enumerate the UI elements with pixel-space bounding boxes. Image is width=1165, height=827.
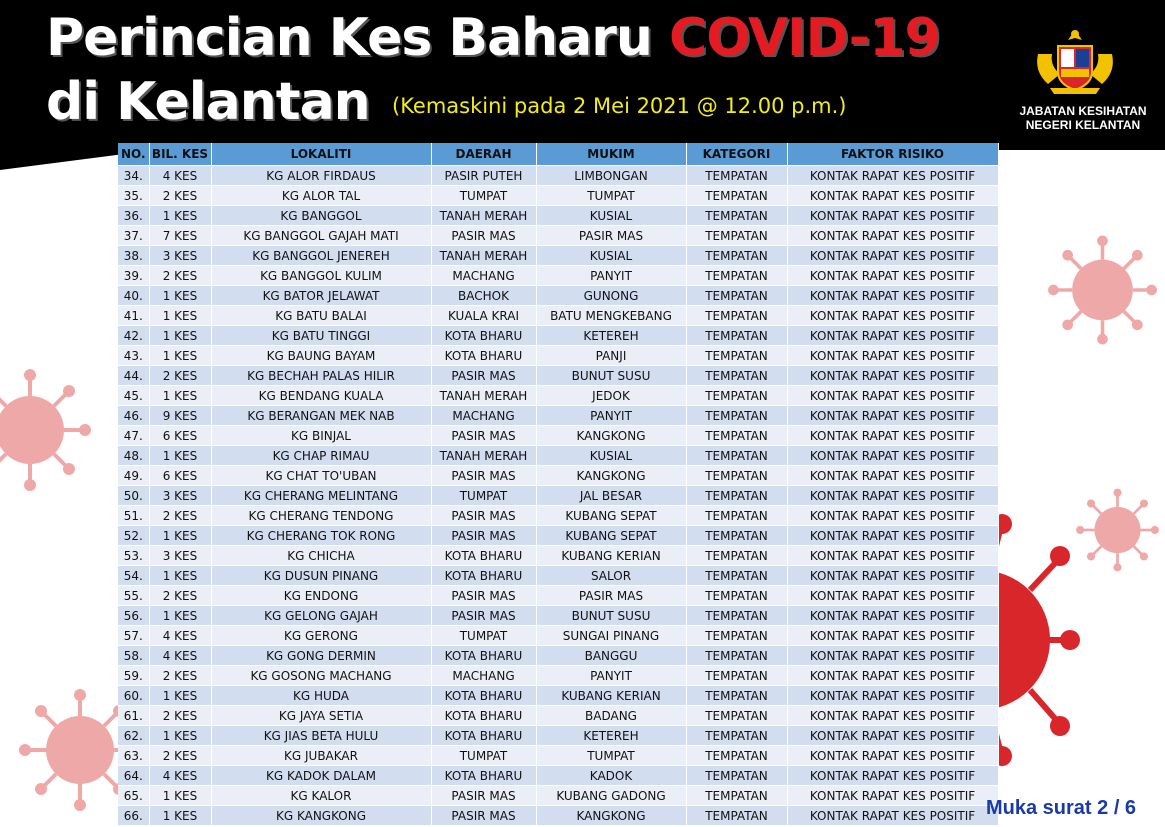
- cell-mukim: KUSIAL: [536, 206, 686, 226]
- cell-mukim: PASIR MAS: [536, 586, 686, 606]
- cell-no: 36.: [118, 206, 149, 226]
- table-row: [118, 766, 998, 786]
- cell-daerah: KOTA BHARU: [431, 646, 536, 666]
- table-row: [118, 586, 998, 606]
- cell-faktor-risiko: KONTAK RAPAT KES POSITIF: [787, 446, 998, 466]
- column-header-mukim: MUKIM: [536, 143, 686, 166]
- cell-lokaliti: KG BANGGOL KULIM: [211, 266, 431, 286]
- cell-faktor-risiko: KONTAK RAPAT KES POSITIF: [787, 506, 998, 526]
- cell-faktor-risiko: KONTAK RAPAT KES POSITIF: [787, 686, 998, 706]
- cell-faktor-risiko: KONTAK RAPAT KES POSITIF: [787, 386, 998, 406]
- cell-faktor-risiko: KONTAK RAPAT KES POSITIF: [787, 646, 998, 666]
- cell-lokaliti: KG CHERANG TENDONG: [211, 506, 431, 526]
- cell-mukim: LIMBONGAN: [536, 166, 686, 186]
- cell-mukim: KANGKONG: [536, 466, 686, 486]
- cell-kategori: TEMPATAN: [686, 506, 787, 526]
- cell-no: 57.: [118, 626, 149, 646]
- cell-mukim: JEDOK: [536, 386, 686, 406]
- table-row: [118, 486, 998, 506]
- cell-faktor-risiko: KONTAK RAPAT KES POSITIF: [787, 186, 998, 206]
- cell-bil-kes: 1 KES: [149, 606, 211, 626]
- cell-daerah: BACHOK: [431, 286, 536, 306]
- cell-daerah: KOTA BHARU: [431, 706, 536, 726]
- cell-lokaliti: KG GONG DERMIN: [211, 646, 431, 666]
- cell-kategori: TEMPATAN: [686, 286, 787, 306]
- cell-kategori: TEMPATAN: [686, 786, 787, 806]
- table-row: [118, 186, 998, 206]
- cell-no: 41.: [118, 306, 149, 326]
- cell-no: 59.: [118, 666, 149, 686]
- table-row: [118, 246, 998, 266]
- cell-daerah: TUMPAT: [431, 486, 536, 506]
- column-header-lokaliti: LOKALITI: [211, 143, 431, 166]
- cell-faktor-risiko: KONTAK RAPAT KES POSITIF: [787, 626, 998, 646]
- cell-bil-kes: 1 KES: [149, 786, 211, 806]
- table-row: [118, 726, 998, 746]
- cell-no: 65.: [118, 786, 149, 806]
- cell-kategori: TEMPATAN: [686, 606, 787, 626]
- table-row: [118, 466, 998, 486]
- cell-no: 66.: [118, 806, 149, 826]
- cell-kategori: TEMPATAN: [686, 426, 787, 446]
- cell-kategori: TEMPATAN: [686, 806, 787, 826]
- cell-faktor-risiko: KONTAK RAPAT KES POSITIF: [787, 346, 998, 366]
- table-row: [118, 566, 998, 586]
- cell-daerah: KOTA BHARU: [431, 546, 536, 566]
- cell-kategori: TEMPATAN: [686, 466, 787, 486]
- cell-daerah: KOTA BHARU: [431, 346, 536, 366]
- cell-faktor-risiko: KONTAK RAPAT KES POSITIF: [787, 786, 998, 806]
- cell-bil-kes: 4 KES: [149, 166, 211, 186]
- cell-lokaliti: KG GELONG GAJAH: [211, 606, 431, 626]
- cell-daerah: TUMPAT: [431, 626, 536, 646]
- cell-lokaliti: KG CHERANG TOK RONG: [211, 526, 431, 546]
- cell-no: 39.: [118, 266, 149, 286]
- table-row: [118, 746, 998, 766]
- cell-no: 37.: [118, 226, 149, 246]
- cell-daerah: PASIR MAS: [431, 606, 536, 626]
- table-row: [118, 266, 998, 286]
- cell-kategori: TEMPATAN: [686, 686, 787, 706]
- cell-faktor-risiko: KONTAK RAPAT KES POSITIF: [787, 526, 998, 546]
- cell-daerah: MACHANG: [431, 406, 536, 426]
- cell-mukim: PANYIT: [536, 406, 686, 426]
- cell-kategori: TEMPATAN: [686, 706, 787, 726]
- cell-lokaliti: KG JUBAKAR: [211, 746, 431, 766]
- cell-kategori: TEMPATAN: [686, 266, 787, 286]
- cell-lokaliti: KG DUSUN PINANG: [211, 566, 431, 586]
- cell-lokaliti: KG KADOK DALAM: [211, 766, 431, 786]
- cell-faktor-risiko: KONTAK RAPAT KES POSITIF: [787, 566, 998, 586]
- cell-bil-kes: 2 KES: [149, 366, 211, 386]
- cell-bil-kes: 4 KES: [149, 646, 211, 666]
- column-header-bil-kes: BIL. KES: [149, 143, 211, 166]
- cell-mukim: KANGKONG: [536, 806, 686, 826]
- cell-faktor-risiko: KONTAK RAPAT KES POSITIF: [787, 306, 998, 326]
- cell-lokaliti: KG BENDANG KUALA: [211, 386, 431, 406]
- cell-mukim: BATU MENGKEBANG: [536, 306, 686, 326]
- cell-lokaliti: KG CHICHA: [211, 546, 431, 566]
- cell-faktor-risiko: KONTAK RAPAT KES POSITIF: [787, 606, 998, 626]
- cell-mukim: KUBANG SEPAT: [536, 526, 686, 546]
- cell-kategori: TEMPATAN: [686, 746, 787, 766]
- cell-kategori: TEMPATAN: [686, 546, 787, 566]
- cell-bil-kes: 1 KES: [149, 206, 211, 226]
- cell-kategori: TEMPATAN: [686, 366, 787, 386]
- cell-lokaliti: KG BANGGOL: [211, 206, 431, 226]
- cell-no: 60.: [118, 686, 149, 706]
- cell-bil-kes: 1 KES: [149, 526, 211, 546]
- cell-no: 52.: [118, 526, 149, 546]
- column-header-faktor-risiko: FAKTOR RISIKO: [787, 143, 998, 166]
- table-row: [118, 386, 998, 406]
- table-row: [118, 366, 998, 386]
- cases-table: [118, 143, 999, 825]
- cases-table-container: [118, 143, 998, 825]
- cell-lokaliti: KG CHAT TO'UBAN: [211, 466, 431, 486]
- cell-mukim: PANYIT: [536, 266, 686, 286]
- cell-lokaliti: KG ENDONG: [211, 586, 431, 606]
- cell-faktor-risiko: KONTAK RAPAT KES POSITIF: [787, 466, 998, 486]
- cell-faktor-risiko: KONTAK RAPAT KES POSITIF: [787, 246, 998, 266]
- cell-lokaliti: KG ALOR TAL: [211, 186, 431, 206]
- cell-bil-kes: 1 KES: [149, 806, 211, 826]
- cell-faktor-risiko: KONTAK RAPAT KES POSITIF: [787, 706, 998, 726]
- cell-no: 55.: [118, 586, 149, 606]
- cell-bil-kes: 1 KES: [149, 686, 211, 706]
- cell-daerah: KOTA BHARU: [431, 766, 536, 786]
- cell-bil-kes: 3 KES: [149, 486, 211, 506]
- cell-daerah: TUMPAT: [431, 186, 536, 206]
- cell-lokaliti: KG BATU TINGGI: [211, 326, 431, 346]
- cell-kategori: TEMPATAN: [686, 306, 787, 326]
- column-header-kategori: KATEGORI: [686, 143, 787, 166]
- cell-bil-kes: 1 KES: [149, 346, 211, 366]
- table-row: [118, 626, 998, 646]
- cell-no: 40.: [118, 286, 149, 306]
- cell-bil-kes: 2 KES: [149, 506, 211, 526]
- table-row: [118, 666, 998, 686]
- cell-kategori: TEMPATAN: [686, 226, 787, 246]
- cell-lokaliti: KG CHAP RIMAU: [211, 446, 431, 466]
- cell-bil-kes: 2 KES: [149, 186, 211, 206]
- table-row: [118, 646, 998, 666]
- cell-lokaliti: KG GOSONG MACHANG: [211, 666, 431, 686]
- cell-no: 50.: [118, 486, 149, 506]
- table-row: [118, 606, 998, 626]
- cell-kategori: TEMPATAN: [686, 766, 787, 786]
- table-row: [118, 226, 998, 246]
- cell-bil-kes: 4 KES: [149, 766, 211, 786]
- cell-lokaliti: KG BATOR JELAWAT: [211, 286, 431, 306]
- cell-kategori: TEMPATAN: [686, 446, 787, 466]
- cell-mukim: BUNUT SUSU: [536, 366, 686, 386]
- cell-lokaliti: KG CHERANG MELINTANG: [211, 486, 431, 506]
- table-row: [118, 406, 998, 426]
- cell-daerah: MACHANG: [431, 266, 536, 286]
- cell-mukim: TUMPAT: [536, 186, 686, 206]
- cell-daerah: PASIR MAS: [431, 806, 536, 826]
- table-row: [118, 206, 998, 226]
- cell-kategori: TEMPATAN: [686, 326, 787, 346]
- cell-mukim: BANGGU: [536, 646, 686, 666]
- cell-daerah: KUALA KRAI: [431, 306, 536, 326]
- cell-daerah: PASIR MAS: [431, 786, 536, 806]
- table-row: [118, 546, 998, 566]
- cell-mukim: KUBANG KERIAN: [536, 686, 686, 706]
- cell-kategori: TEMPATAN: [686, 166, 787, 186]
- cell-daerah: TANAH MERAH: [431, 206, 536, 226]
- cell-mukim: KUBANG GADONG: [536, 786, 686, 806]
- cell-daerah: PASIR MAS: [431, 426, 536, 446]
- table-row: [118, 786, 998, 806]
- cell-no: 34.: [118, 166, 149, 186]
- page-title-line-2: di Kelantan: [46, 72, 370, 132]
- column-header-daerah: DAERAH: [431, 143, 536, 166]
- title-covid-highlight: COVID-19: [669, 8, 940, 68]
- cell-bil-kes: 4 KES: [149, 626, 211, 646]
- cell-no: 46.: [118, 406, 149, 426]
- cell-kategori: TEMPATAN: [686, 646, 787, 666]
- cell-mukim: KANGKONG: [536, 426, 686, 446]
- cell-no: 49.: [118, 466, 149, 486]
- table-row: [118, 686, 998, 706]
- cell-daerah: TANAH MERAH: [431, 246, 536, 266]
- cell-kategori: TEMPATAN: [686, 586, 787, 606]
- cell-mukim: KUSIAL: [536, 246, 686, 266]
- cell-mukim: KUBANG SEPAT: [536, 506, 686, 526]
- cell-mukim: TUMPAT: [536, 746, 686, 766]
- department-line-2: NEGERI KELANTAN: [1025, 118, 1141, 132]
- cell-mukim: JAL BESAR: [536, 486, 686, 506]
- cell-bil-kes: 2 KES: [149, 706, 211, 726]
- cell-faktor-risiko: KONTAK RAPAT KES POSITIF: [787, 666, 998, 686]
- cell-no: 44.: [118, 366, 149, 386]
- cell-bil-kes: 1 KES: [149, 326, 211, 346]
- cell-faktor-risiko: KONTAK RAPAT KES POSITIF: [787, 326, 998, 346]
- virus-icon: [1040, 225, 1165, 355]
- cell-lokaliti: KG KANGKONG: [211, 806, 431, 826]
- cell-lokaliti: KG BECHAH PALAS HILIR: [211, 366, 431, 386]
- cell-kategori: TEMPATAN: [686, 206, 787, 226]
- cell-faktor-risiko: KONTAK RAPAT KES POSITIF: [787, 546, 998, 566]
- cell-lokaliti: KG JAYA SETIA: [211, 706, 431, 726]
- cell-no: 51.: [118, 506, 149, 526]
- cell-kategori: TEMPATAN: [686, 406, 787, 426]
- cell-daerah: PASIR MAS: [431, 466, 536, 486]
- cell-daerah: MACHANG: [431, 666, 536, 686]
- cell-lokaliti: KG KALOR: [211, 786, 431, 806]
- cell-no: 48.: [118, 446, 149, 466]
- table-row: [118, 706, 998, 726]
- table-row: [118, 286, 998, 306]
- cell-faktor-risiko: KONTAK RAPAT KES POSITIF: [787, 366, 998, 386]
- cell-bil-kes: 2 KES: [149, 746, 211, 766]
- cell-no: 53.: [118, 546, 149, 566]
- table-row: [118, 426, 998, 446]
- cell-lokaliti: KG ALOR FIRDAUS: [211, 166, 431, 186]
- cell-mukim: KETEREH: [536, 326, 686, 346]
- cell-mukim: SALOR: [536, 566, 686, 586]
- cell-kategori: TEMPATAN: [686, 246, 787, 266]
- cell-daerah: PASIR MAS: [431, 586, 536, 606]
- cell-no: 63.: [118, 746, 149, 766]
- table-body: [118, 166, 998, 826]
- cell-no: 61.: [118, 706, 149, 726]
- cell-mukim: KUSIAL: [536, 446, 686, 466]
- cell-faktor-risiko: KONTAK RAPAT KES POSITIF: [787, 586, 998, 606]
- cell-kategori: TEMPATAN: [686, 346, 787, 366]
- cell-lokaliti: KG BATU BALAI: [211, 306, 431, 326]
- cell-daerah: PASIR MAS: [431, 366, 536, 386]
- cell-no: 42.: [118, 326, 149, 346]
- table-row: [118, 526, 998, 546]
- table-row: [118, 506, 998, 526]
- cell-faktor-risiko: KONTAK RAPAT KES POSITIF: [787, 726, 998, 746]
- cell-kategori: TEMPATAN: [686, 726, 787, 746]
- cell-bil-kes: 1 KES: [149, 566, 211, 586]
- table-row: [118, 806, 998, 826]
- cell-faktor-risiko: KONTAK RAPAT KES POSITIF: [787, 286, 998, 306]
- cell-kategori: TEMPATAN: [686, 486, 787, 506]
- cell-bil-kes: 1 KES: [149, 446, 211, 466]
- table-row: [118, 446, 998, 466]
- cell-mukim: BADANG: [536, 706, 686, 726]
- cell-no: 54.: [118, 566, 149, 586]
- cell-faktor-risiko: KONTAK RAPAT KES POSITIF: [787, 486, 998, 506]
- cell-bil-kes: 1 KES: [149, 726, 211, 746]
- cell-daerah: KOTA BHARU: [431, 686, 536, 706]
- cell-bil-kes: 3 KES: [149, 246, 211, 266]
- cell-mukim: KADOK: [536, 766, 686, 786]
- cell-no: 43.: [118, 346, 149, 366]
- table-row: [118, 346, 998, 366]
- cell-lokaliti: KG BAUNG BAYAM: [211, 346, 431, 366]
- cell-mukim: SUNGAI PINANG: [536, 626, 686, 646]
- cell-mukim: GUNONG: [536, 286, 686, 306]
- cell-no: 38.: [118, 246, 149, 266]
- cell-no: 35.: [118, 186, 149, 206]
- cell-faktor-risiko: KONTAK RAPAT KES POSITIF: [787, 806, 998, 826]
- cell-bil-kes: 9 KES: [149, 406, 211, 426]
- cell-kategori: TEMPATAN: [686, 526, 787, 546]
- cell-mukim: PANYIT: [536, 666, 686, 686]
- cell-bil-kes: 2 KES: [149, 266, 211, 286]
- cell-bil-kes: 2 KES: [149, 586, 211, 606]
- column-header-no: NO.: [118, 143, 149, 166]
- cell-faktor-risiko: KONTAK RAPAT KES POSITIF: [787, 746, 998, 766]
- update-timestamp: (Kemaskini pada 2 Mei 2021 @ 12.00 p.m.): [392, 94, 847, 118]
- cell-kategori: TEMPATAN: [686, 666, 787, 686]
- cell-kategori: TEMPATAN: [686, 186, 787, 206]
- cell-kategori: TEMPATAN: [686, 566, 787, 586]
- cell-daerah: PASIR MAS: [431, 506, 536, 526]
- cell-daerah: KOTA BHARU: [431, 566, 536, 586]
- cell-daerah: TUMPAT: [431, 746, 536, 766]
- cell-bil-kes: 2 KES: [149, 666, 211, 686]
- cell-lokaliti: KG BERANGAN MEK NAB: [211, 406, 431, 426]
- crest-logo-icon: [1030, 24, 1120, 98]
- cell-no: 62.: [118, 726, 149, 746]
- cell-faktor-risiko: KONTAK RAPAT KES POSITIF: [787, 426, 998, 446]
- page-title: [46, 8, 940, 68]
- cell-bil-kes: 6 KES: [149, 466, 211, 486]
- cell-mukim: PANJI: [536, 346, 686, 366]
- cell-no: 45.: [118, 386, 149, 406]
- cell-faktor-risiko: KONTAK RAPAT KES POSITIF: [787, 166, 998, 186]
- cell-lokaliti: KG GERONG: [211, 626, 431, 646]
- cell-daerah: PASIR PUTEH: [431, 166, 536, 186]
- cell-daerah: KOTA BHARU: [431, 326, 536, 346]
- cell-faktor-risiko: KONTAK RAPAT KES POSITIF: [787, 766, 998, 786]
- cell-daerah: TANAH MERAH: [431, 446, 536, 466]
- cell-daerah: PASIR MAS: [431, 526, 536, 546]
- table-row: [118, 326, 998, 346]
- cell-faktor-risiko: KONTAK RAPAT KES POSITIF: [787, 206, 998, 226]
- cell-faktor-risiko: KONTAK RAPAT KES POSITIF: [787, 266, 998, 286]
- virus-icon: [1070, 465, 1165, 595]
- cell-bil-kes: 1 KES: [149, 386, 211, 406]
- cell-kategori: TEMPATAN: [686, 626, 787, 646]
- title-main-text: Perincian Kes Baharu: [46, 8, 670, 68]
- cell-mukim: KETEREH: [536, 726, 686, 746]
- cell-daerah: PASIR MAS: [431, 226, 536, 246]
- department-line-1: JABATAN KESIHATAN: [1019, 104, 1147, 118]
- cell-lokaliti: KG BINJAL: [211, 426, 431, 446]
- cell-mukim: BUNUT SUSU: [536, 606, 686, 626]
- cell-no: 64.: [118, 766, 149, 786]
- department-name: [1008, 104, 1158, 132]
- cell-no: 56.: [118, 606, 149, 626]
- cell-bil-kes: 7 KES: [149, 226, 211, 246]
- cell-faktor-risiko: KONTAK RAPAT KES POSITIF: [787, 226, 998, 246]
- cell-faktor-risiko: KONTAK RAPAT KES POSITIF: [787, 406, 998, 426]
- cell-bil-kes: 6 KES: [149, 426, 211, 446]
- cell-mukim: PASIR MAS: [536, 226, 686, 246]
- cell-daerah: KOTA BHARU: [431, 726, 536, 746]
- cell-mukim: KUBANG KERIAN: [536, 546, 686, 566]
- cell-bil-kes: 1 KES: [149, 286, 211, 306]
- cell-lokaliti: KG HUDA: [211, 686, 431, 706]
- cell-lokaliti: KG BANGGOL GAJAH MATI: [211, 226, 431, 246]
- table-row: [118, 166, 998, 186]
- cell-daerah: TANAH MERAH: [431, 386, 536, 406]
- page-number: Muka surat 2 / 6: [986, 797, 1137, 819]
- cell-kategori: TEMPATAN: [686, 386, 787, 406]
- cell-no: 47.: [118, 426, 149, 446]
- table-row: [118, 306, 998, 326]
- cell-bil-kes: 1 KES: [149, 306, 211, 326]
- cell-lokaliti: KG BANGGOL JENEREH: [211, 246, 431, 266]
- virus-icon: [0, 360, 100, 500]
- cell-no: 58.: [118, 646, 149, 666]
- cell-bil-kes: 3 KES: [149, 546, 211, 566]
- cell-lokaliti: KG JIAS BETA HULU: [211, 726, 431, 746]
- table-header-row: [118, 143, 998, 166]
